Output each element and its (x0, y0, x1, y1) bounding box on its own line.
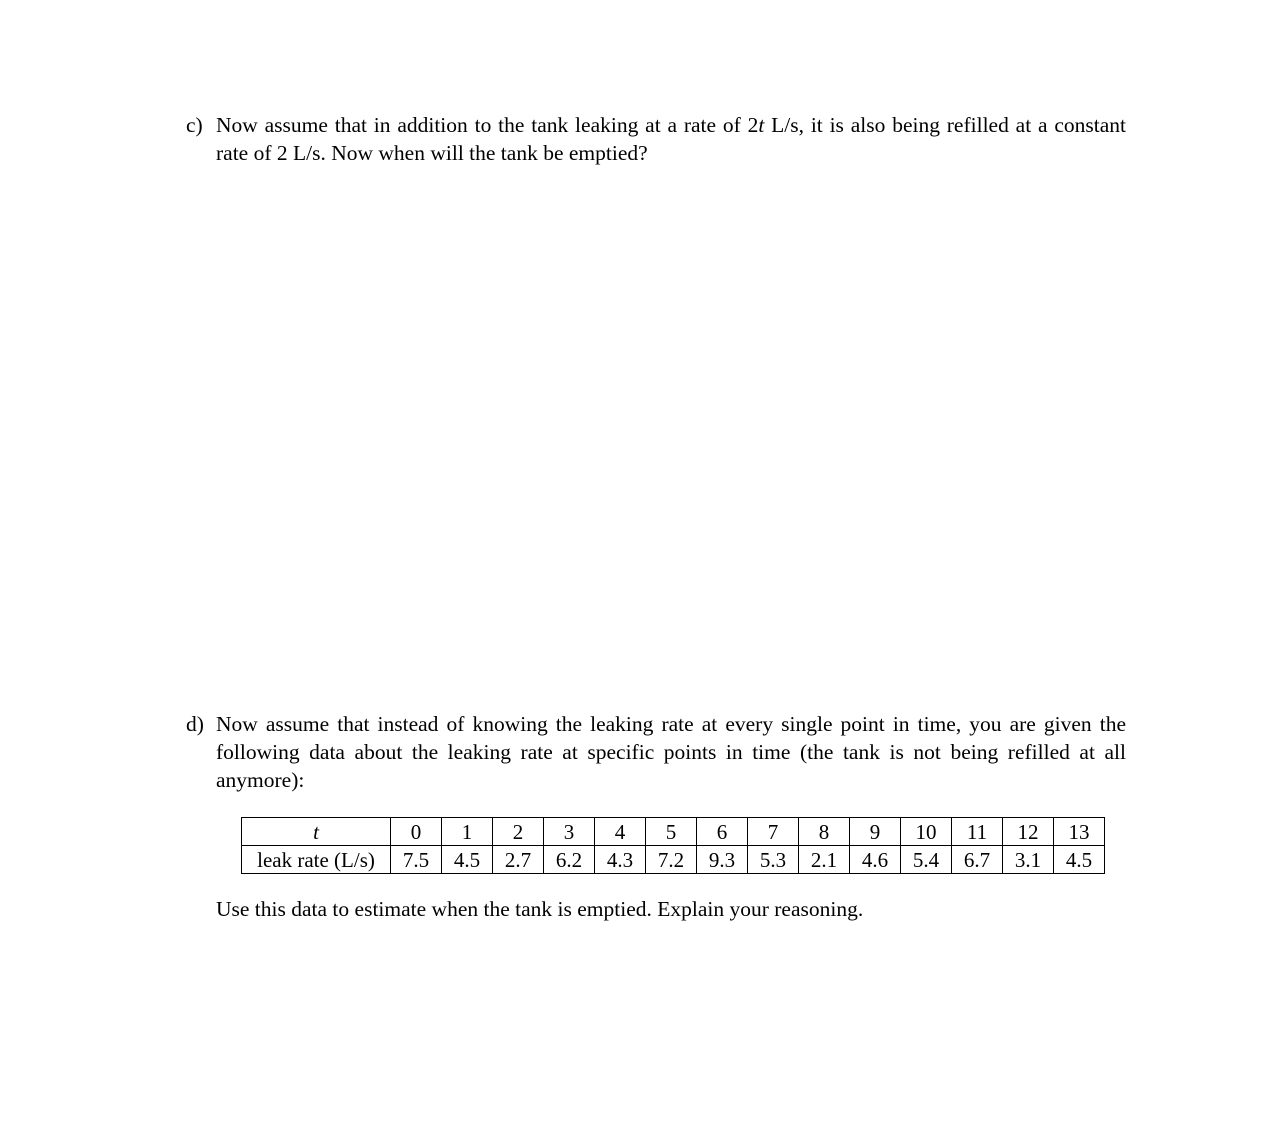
table-cell: 7.5 (391, 846, 442, 874)
table-cell: 10 (901, 818, 952, 846)
table-cell: 0 (391, 818, 442, 846)
table-row-leak-rate (242, 846, 1105, 874)
table-cell: 6 (697, 818, 748, 846)
problem-marker: c) (186, 113, 203, 137)
table-cell: 6.7 (952, 846, 1003, 874)
table-cell: 1 (442, 818, 493, 846)
problem-text (216, 111, 1126, 167)
table-cell: 5 (646, 818, 697, 846)
table-cell: 3.1 (1003, 846, 1054, 874)
table-cell: 5.4 (901, 846, 952, 874)
table-cell: 3 (544, 818, 595, 846)
table-cell: 4 (595, 818, 646, 846)
table-cell: 4.3 (595, 846, 646, 874)
table-cell: 5.3 (748, 846, 799, 874)
table-cell: 9 (850, 818, 901, 846)
problem-text-start: Now assume that in addition to the tank leaking at a rate of 2 (216, 113, 759, 137)
table-cell: 11 (952, 818, 1003, 846)
table-row-time (242, 818, 1105, 846)
problem-part-d (186, 710, 1126, 794)
table-cell: 12 (1003, 818, 1054, 846)
follow-up-instruction: Use this data to estimate when the tank is emptied. Explain your reasoning. (216, 897, 864, 921)
problem-marker: d) (186, 712, 204, 736)
table-cell: 4.5 (442, 846, 493, 874)
table-cell: 2.7 (493, 846, 544, 874)
table-cell: 7.2 (646, 846, 697, 874)
table-cell: 8 (799, 818, 850, 846)
table-row-header: leak rate (L/s) (242, 846, 391, 874)
table-cell: 13 (1054, 818, 1105, 846)
problem-text-end: L/s, it is also being refilled at a constant rate of 2 L/s. Now when will the tank be emptied? (216, 113, 1126, 165)
table-cell: 4.5 (1054, 846, 1105, 874)
table-cell: 6.2 (544, 846, 595, 874)
table-cell: 4.6 (850, 846, 901, 874)
table-row-header: t (242, 818, 391, 846)
table-cell: 2 (493, 818, 544, 846)
problem-part-c (186, 111, 1126, 167)
leak-rate-table (241, 817, 1105, 874)
problem-text: Now assume that instead of knowing the leaking rate at every single point in time, you are given the following data about the leaking rate at specific points in time (the tank is not being refilled at all anymore): (216, 712, 1126, 792)
table-cell: 9.3 (697, 846, 748, 874)
table-cell: 7 (748, 818, 799, 846)
math-variable: t (758, 113, 765, 137)
table-cell: 2.1 (799, 846, 850, 874)
